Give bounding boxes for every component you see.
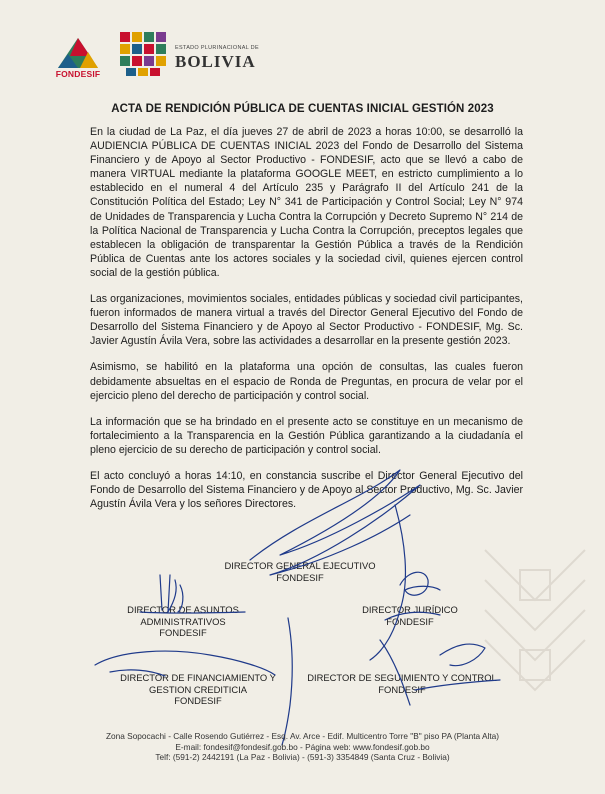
- bolivia-emblem-icon: [118, 30, 168, 78]
- paragraph-5: El acto concluyó a horas 14:10, en constancia suscribe el Director General Ejecutivo del Fondo de Desarrollo del Sistema Financiero y de Apoyo al Sector Productivo, Mg. Sc. Javier Agustín Ávila Vera y los señores Directores.: [90, 469, 523, 511]
- signature-entity: FONDESIF: [386, 615, 434, 627]
- signature-title: DIRECTOR DE SEGUIMIENTO Y CONTROL: [307, 672, 497, 683]
- signature-title-cont: ADMINISTRATIVOS: [140, 615, 226, 627]
- signature-block-admin: [108, 604, 258, 639]
- document-title: ACTA DE RENDICIÓN PÚBLICA DE CUENTAS INICIAL GESTIÓN 2023: [111, 103, 494, 115]
- paragraph-4: La información que se ha brindado en el presente acto se constituye en un mecanismo de fortalecimiento a la Transparencia en la Gestión Pública garantizando a la ciudadanía el pleno ejercicio de su derecho de participación y control social.: [90, 415, 523, 456]
- footer-email-web: E-mail: fondesif@fondesif.gob.bo - Página web: www.fondesif.gob.bo: [175, 741, 430, 752]
- signature-block-financiamiento: [98, 672, 298, 707]
- signature-entity: FONDESIF: [378, 683, 426, 695]
- signature-block-director-general: [200, 560, 400, 583]
- paragraph-3: Asimismo, se habilitó en la plataforma una opción de consultas, las cuales fueron debidamente absueltas en el espacio de Ronda de Preguntas, en procura de velar por el ejercicio pleno del derecho de participación y control social.: [90, 361, 523, 402]
- footer-contact: [60, 731, 545, 763]
- signature-title: DIRECTOR GENERAL EJECUTIVO: [224, 560, 376, 571]
- footer-phones: Telf: (591-2) 2442191 (La Paz - Bolivia) - (591-3) 3354849 (Santa Cruz - Bolivia): [155, 752, 450, 763]
- bolivia-logo-title: BOLIVIA: [175, 52, 256, 71]
- fondesif-logo-text: FONDESIF: [55, 69, 101, 79]
- bolivia-logo-subtitle: ESTADO PLURINACIONAL DE: [175, 45, 259, 51]
- signature-title: DIRECTOR DE FINANCIAMIENTO Y: [120, 672, 276, 683]
- signature-title: DIRECTOR DE ASUNTOS: [127, 604, 239, 615]
- signature-entity: FONDESIF: [174, 695, 222, 707]
- document-body: [90, 125, 523, 523]
- signature-title: DIRECTOR JURÍDICO: [362, 604, 458, 615]
- paragraph-2: Las organizaciones, movimientos sociales, entidades públicas y sociedad civil participantes, fueron informados de manera virtual a través del Director General Ejecutivo del Fondo de Desarrollo del Sistema Financiero y de Apoyo al Sector Productivo - FONDESIF, Mg. Sc. Javier Agustín Ávila Vera, sobre las actividades a desarrollar en la presente gestión 2023.: [90, 293, 523, 348]
- signature-block-seguimiento: [292, 672, 512, 695]
- signature-entity: FONDESIF: [276, 571, 324, 583]
- signature-block-juridico: [340, 604, 480, 627]
- paragraph-1: En la ciudad de La Paz, el día jueves 27 de abril de 2023 a horas 10:00, se desarrolló la AUDIENCIA PÚBLICA DE CUENTAS INICIAL 2023 del Fondo de Desarrollo del Sistema Financiero y de Apoyo al Sector Productivo - FONDESIF, acto que se llevó a cabo de manera VIRTUAL mediante la plataforma GOOGLE MEET, en estricto cumplimiento a lo establecido en el numeral 4 del Artículo 235 y Parágrafo II del Artículo 241 de la Constitución Política del Estado; Ley N° 341 de Participación y Control Social; Ley N° 974 de Unidades de Transparencia y Lucha Contra la Corrupción y Decreto Supremo N° 214 de la Política Nacional de Transparencia y Lucha Contra la Corrupción, preceptos legales que establecen la obligación de transparentar la Gestión Pública a través de la Rendición Pública de Cuentas ante los actores sociales y la sociedad civil, quienes ejercen control social de la gestión pública.: [90, 126, 523, 279]
- footer-address: Zona Sopocachi - Calle Rosendo Gutiérrez - Esq. Av. Arce - Edif. Multicentro Torre "B" piso PA (Planta Alta): [105, 731, 500, 741]
- signature-title-cont: GESTION CREDITICIA: [149, 683, 247, 695]
- signature-entity: FONDESIF: [159, 627, 207, 639]
